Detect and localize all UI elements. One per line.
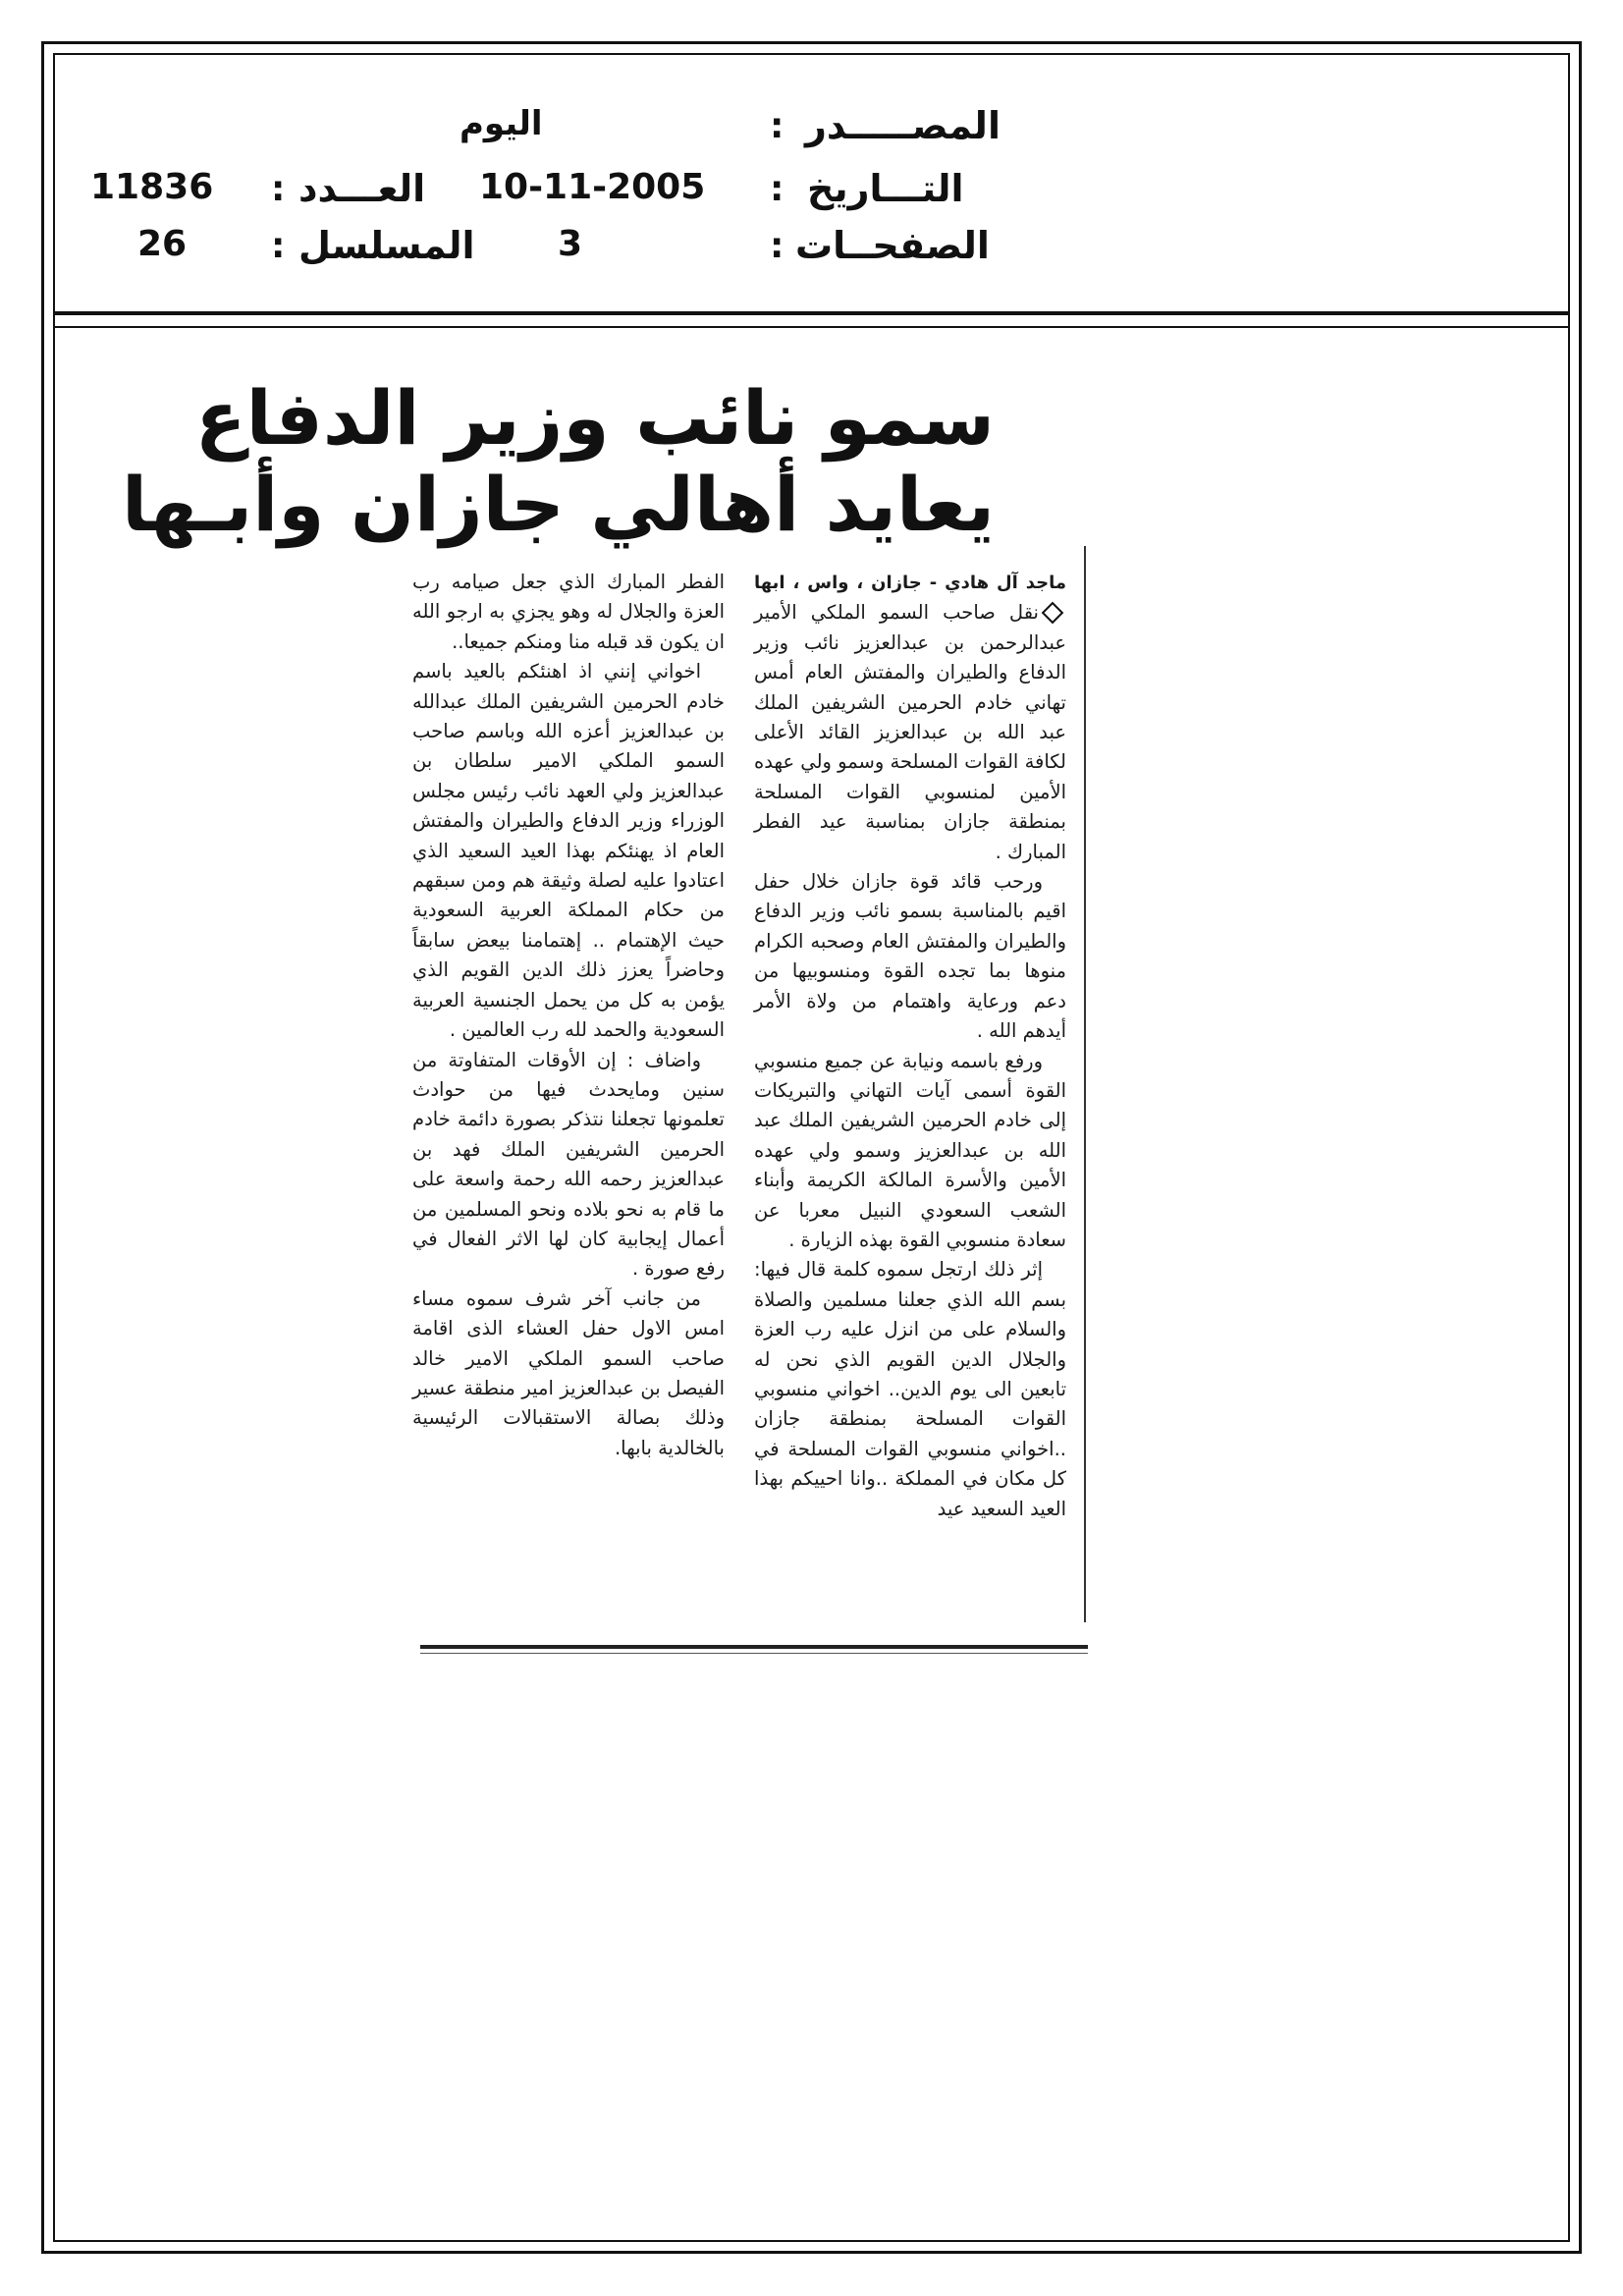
article-end-rule bbox=[420, 1645, 1088, 1649]
source-colon: : bbox=[770, 106, 784, 146]
serial-value: 26 bbox=[137, 224, 188, 264]
article-paragraph: واضاف : إن الأوقات المتفاوتة من سنين ومايحدث فيها من حوادث تعلمونها تجعلنا نتذكر بصورة دائمة خادم الحرمين الشريفين الملك فهد بن عبدالعزيز رحمه الله رحمة واسعة على ما قام به نحو بلاده ونحو المسلمين من أعمال إيجابية كان لها الاثر الفعال في رفع صورة . bbox=[412, 1048, 725, 1281]
article-paragraph: الفطر المبارك الذي جعل صيامه رب العزة والجلال له وهو يجزي به ارجو الله ان يكون قد قبله منا ومنكم جميعا.. bbox=[412, 571, 725, 653]
issue-colon: : bbox=[271, 169, 286, 209]
pages-value: 3 bbox=[558, 224, 583, 264]
column-divider bbox=[1084, 546, 1086, 1622]
article-paragraph: ورفع باسمه ونيابة عن جميع منسوبي القوة أسمى آيات التهاني والتبريكات إلى خادم الحرمين الشريفين الملك عبد الله بن عبدالعزيز وسمو ولي عهده الأمين والأسرة المالكة الكريمة وأبناء الشعب السعودي النبيل معربا عن سعادة منسوبي القوة بهذه الزيارة . bbox=[754, 1049, 1066, 1251]
date-colon: : bbox=[770, 169, 784, 209]
article-end-rule-thin bbox=[420, 1653, 1088, 1654]
headline-line-1: سمو نائب وزير الدفاع bbox=[194, 374, 995, 462]
issue-label: العـــدد bbox=[298, 167, 426, 210]
header-divider bbox=[53, 311, 1570, 315]
issue-value: 11836 bbox=[90, 167, 214, 207]
source-label: المصـــــدر bbox=[805, 104, 1001, 147]
article-paragraph: من جانب آخر شرف سموه مساء امس الاول حفل العشاء الذى اقامة صاحب السمو الملكي الامير خالد الفيصل بن عبدالعزيز امير منطقة عسير وذلك بصالة الاستقبالات الرئيسية بالخالدية بابها. bbox=[412, 1286, 725, 1459]
source-value: اليوم bbox=[460, 104, 543, 143]
article-paragraph: إثر ذلك ارتجل سموه كلمة قال فيها: بسم الله الذي جعلنا مسلمين والصلاة والسلام على من انزل عليه رب العزة والجلال الدين القويم الذي نحن له تابعين الى يوم الدين.. اخواني منسوبي القوات المسلحة بمنطقة جازان ..اخواني منسوبي القوات المسلحة في كل مكان في المملكة ..وانا احييكم بهذا العيد السعيد عيد bbox=[754, 1258, 1066, 1520]
article-paragraph: اخواني إنني اذ اهنئكم بالعيد باسم خادم الحرمين الشريفين الملك عبدالله بن عبدالعزيز أعزه الله وباسم صاحب السمو الملكي الامير سلطان بن عبدالعزيز ولي العهد نائب رئيس مجلس الوزراء وزير الدفاع والطيران والمفتش العام اذ يهنئكم بهذا العيد السعيد الذي اعتادوا عليه لصلة وثيقة هم ومن سبقهم من حكام المملكة العربية السعودية حيث الإهتمام .. إهتمامنا بيعض سابقاً وحاضراً يعزز ذلك الدين القويم الذي يؤمن به كل من يحمل الجنسية العربية السعودية والحمد لله رب العالمين . bbox=[412, 660, 725, 1042]
byline-diamond-icon bbox=[1042, 602, 1064, 625]
article-paragraph: ورحب قائد قوة جازان خلال حفل اقيم بالمناسبة بسمو نائب وزير الدفاع والطيران والمفتش العام وصحبه الكرام منوها بما تجده القوة ومنسوبيها من دعم ورعاية واهتمام من ولاة الأمر أيدهم الله . bbox=[754, 870, 1066, 1043]
pages-label: الصفحــات bbox=[795, 224, 990, 267]
article-column-left bbox=[412, 568, 725, 1463]
date-value: 10-11-2005 bbox=[479, 167, 706, 207]
article-column-right bbox=[754, 568, 1066, 1524]
date-label: التـــاريخ bbox=[807, 167, 964, 210]
serial-label: المسلسل bbox=[298, 224, 475, 267]
headline-line-2: يعايد أهالي جازان وأبـها bbox=[122, 461, 995, 548]
pages-colon: : bbox=[770, 226, 784, 266]
paragraph-text: نقل صاحب السمو الملكي الأمير عبدالرحمن بن عبدالعزيز نائب وزير الدفاع والطيران والمفتش العام أمس تهاني خادم الحرمين الشريفين الملك عبد الله بن عبدالعزيز القائد الأعلى لكافة القوات المسلحة وسمو ولي عهده الأمين لمنسوبي القوات المسلحة بمنطقة جازان بمناسبة عيد الفطر المبارك . bbox=[754, 601, 1066, 863]
byline: ماجد آل هادي - جازان ، واس ، ابها bbox=[754, 573, 1066, 593]
article-paragraph bbox=[754, 568, 1066, 867]
serial-colon: : bbox=[271, 226, 286, 266]
header-divider-thin bbox=[53, 326, 1570, 328]
